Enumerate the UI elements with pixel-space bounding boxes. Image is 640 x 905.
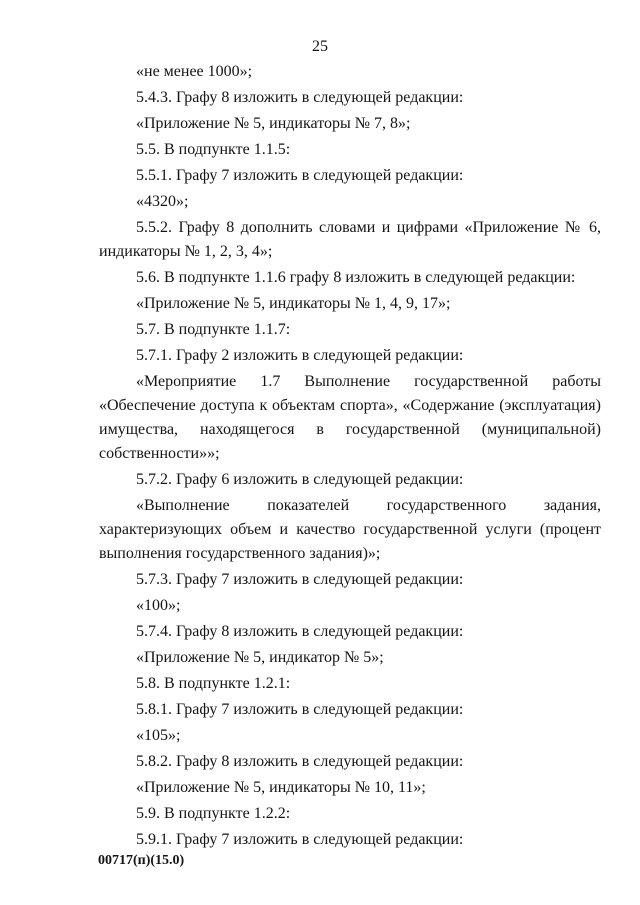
paragraph: 5.4.3. Графу 8 изложить в следующей редакции: (136, 89, 464, 106)
paragraph: «105»; (136, 727, 181, 744)
paragraph: 5.8. В подпункте 1.2.1: (136, 675, 291, 692)
paragraph: 5.9. В подпункте 1.2.2: (136, 805, 291, 822)
paragraph: 5.5. В подпункте 1.1.5: (136, 141, 291, 158)
paragraph: «Мероприятие 1.7 Выполнение государственной работы «Обеспечение доступа к объектам спорта», «Содержание (эксплуатация) имущества, находящегося в государственной (муниципальной) собственности»»; (99, 373, 601, 462)
paragraph: 5.6. В подпункте 1.1.6 графу 8 изложить в следующей редакции: (136, 269, 576, 286)
paragraph: 5.5.2. Графу 8 дополнить словами и цифрами «Приложение № 6, индикаторы № 1, 2, 3, 4»; (99, 219, 601, 260)
paragraph: «4320»; (136, 193, 189, 210)
paragraph: 5.5.1. Графу 7 изложить в следующей редакции: (136, 167, 464, 184)
paragraph: «100»; (136, 597, 181, 614)
page-number: 25 (312, 38, 328, 55)
paragraph: «Приложение № 5, индикаторы № 1, 4, 9, 17»; (136, 295, 451, 312)
paragraph: «Выполнение показателей государственного задания, характеризующих объем и качество государственной услуги (процент выполнения государственного задания)»; (99, 497, 601, 562)
paragraph: 5.7.4. Графу 8 изложить в следующей редакции: (136, 623, 464, 640)
paragraph: 5.7.2. Графу 6 изложить в следующей редакции: (136, 471, 464, 488)
paragraph: 5.7.1. Графу 2 изложить в следующей редакции: (136, 347, 464, 364)
paragraph: «Приложение № 5, индикатор № 5»; (136, 649, 384, 666)
paragraph: 5.8.2. Графу 8 изложить в следующей редакции: (136, 753, 464, 770)
paragraph: «Приложение № 5, индикаторы № 7, 8»; (136, 115, 411, 132)
paragraph: 5.7.3. Графу 7 изложить в следующей редакции: (136, 571, 464, 588)
paragraph: «Приложение № 5, индикаторы № 10, 11»; (136, 779, 426, 796)
paragraph: 5.7. В подпункте 1.1.7: (136, 321, 291, 338)
paragraph: 5.9.1. Графу 7 изложить в следующей редакции: (136, 831, 464, 848)
document-code: 00717(п)(15.0) (98, 853, 185, 868)
paragraph: «не менее 1000»; (136, 63, 253, 80)
document-body (99, 60, 601, 854)
paragraph: 5.8.1. Графу 7 изложить в следующей редакции: (136, 701, 464, 718)
